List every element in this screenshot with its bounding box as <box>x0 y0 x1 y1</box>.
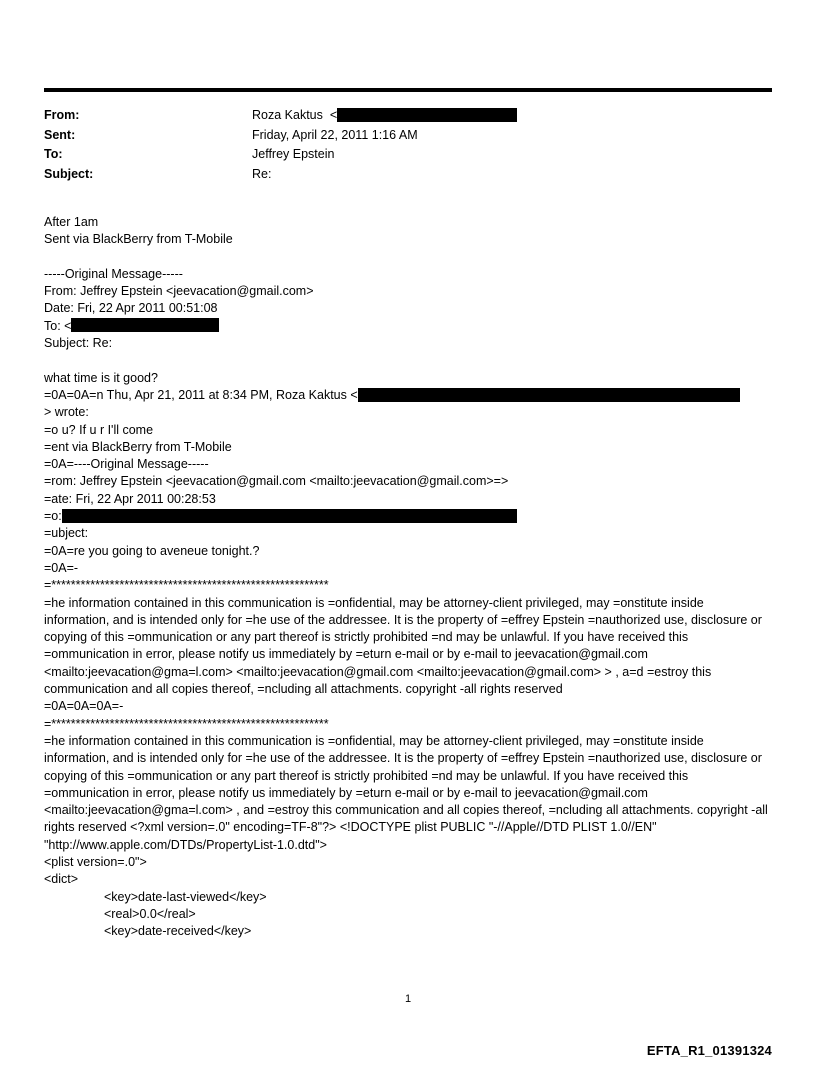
body-line <box>44 214 772 231</box>
body-line <box>44 733 772 854</box>
redaction-bar <box>358 388 740 402</box>
body-line-text: =he information contained in this communication is =onfidential, may be attorney-client privileged, may =onstitute inside information, and is intended only for =he use of the addressee. It is the property of =effrey Epstein =nauthorized use, disclosure or copying of this =ommunication or any part thereof is strictly prohibited =nd may be unlawful. If you have received this =ommunication in error, please notify us immediately by =eturn e-mail or by e-mail to jeevacation@gmail.com <mailto:jeevacation@gma=l.com> <mailto:jeevacation@gmail.com <mailto:jeevacation@gmail.com> > , a=d =estroy this communication and all copies thereof, =ncluding all attachments. copyright -all rights reserved <box>44 595 762 697</box>
body-line-text: what time is it good? <box>44 370 158 385</box>
body-line <box>44 300 772 317</box>
body-line <box>44 404 772 421</box>
body-line-text: =0A=- <box>44 560 79 575</box>
body-line <box>44 508 772 525</box>
body-line <box>44 577 772 594</box>
body-line-text: =o u? If u r I'll come <box>44 422 154 437</box>
body-line-text: <dict> <box>44 872 79 887</box>
redaction-bar-from <box>337 108 517 122</box>
header-label-subject: Subject: <box>44 166 94 181</box>
body-line <box>44 906 772 923</box>
body-line-text: =0A=0A=n Thu, Apr 21, 2011 at 8:34 PM, Roza Kaktus < <box>44 387 358 402</box>
body-line-text: =rom: Jeffrey Epstein <jeevacation@gmail.com <mailto:jeevacation@gmail.com>=> <box>44 474 509 489</box>
body-line-text: After 1am <box>44 215 99 229</box>
body-line-text: =********************************************************* <box>44 578 329 593</box>
body-line-text: <plist version=.0"> <box>44 854 147 869</box>
redaction-bar <box>71 318 219 332</box>
body-line <box>44 560 772 577</box>
body-line <box>44 422 772 439</box>
body-line-text: From: Jeffrey Epstein <jeevacation@gmail.com> <box>44 284 314 299</box>
header-value-to: Jeffrey Epstein <box>252 147 335 161</box>
body-line-text: -----Original Message----- <box>44 266 183 281</box>
page-number: 1 <box>404 993 412 1005</box>
body-line-text: =0A=re you going to aveneue tonight.? <box>44 543 260 558</box>
body-line-text: <key>date-received</key> <box>104 924 252 939</box>
header-value-sent: Friday, April 22, 2011 1:16 AM <box>252 127 418 142</box>
header-label-sent: Sent: <box>44 127 76 142</box>
body-line-text: =********************************************************* <box>44 716 329 731</box>
body-line <box>44 923 772 940</box>
body-line <box>44 473 772 490</box>
bates-number: EFTA_R1_01391324 <box>646 1043 772 1058</box>
body-line-text: Sent via BlackBerry from T-Mobile <box>44 232 233 247</box>
header-from-text: Roza Kaktus < <box>252 108 338 122</box>
body-line-text: > wrote: <box>44 405 89 420</box>
body-line-text: <real>0.0</real> <box>104 906 196 921</box>
email-body <box>44 214 772 940</box>
body-line <box>44 249 772 266</box>
body-line <box>44 335 772 352</box>
body-line <box>44 370 772 387</box>
body-line-text: Date: Fri, 22 Apr 2011 00:51:08 <box>44 301 218 316</box>
body-line <box>44 698 772 715</box>
header-rule <box>44 88 772 92</box>
body-line-text: =o: <box>44 509 62 524</box>
header-value-from <box>252 106 772 126</box>
body-line-text: =ate: Fri, 22 Apr 2011 00:28:53 <box>44 491 216 506</box>
header-label-to: To: <box>44 147 63 161</box>
body-line <box>44 889 772 906</box>
body-line-text: =ubject: <box>44 526 89 541</box>
header-row-from <box>44 106 772 126</box>
body-line-text: To: < <box>44 318 72 333</box>
body-line-text: =he information contained in this communication is =onfidential, may be attorney-client privileged, may =onstitute inside information, and is intended only for =he use of the addressee. It is the property of =effrey Epstein =nauthorized use, disclosure or copying of this =ommunication or any part thereof is strictly prohibited =nd may be unlawful. If you have received this =ommunication in error, please notify us immediately by =eturn e-mail or by e-mail to jeevacation@gmail.com <mailto:jeevacation@gma=l.com> , and =estroy this communication and all copies thereof, =ncluding all attachments. copyright -all rights reserved <?xml version=.0" encoding=TF-8"?> <!DOCTYPE plist PUBLIC "-//Apple//DTD PLIST 1.0//EN" "http://www.apple.com/DTDs/PropertyList-1.0.dtd"> <box>44 733 768 852</box>
body-line <box>44 854 772 871</box>
body-line <box>44 352 772 369</box>
body-line-text: =ent via BlackBerry from T-Mobile <box>44 439 232 454</box>
body-line <box>44 871 772 888</box>
header-row-sent <box>44 126 772 146</box>
body-line <box>44 318 772 335</box>
body-line <box>44 595 772 699</box>
header-label-from: From: <box>44 108 80 122</box>
body-line <box>44 266 772 283</box>
redaction-bar <box>62 509 517 523</box>
body-line <box>44 491 772 508</box>
body-line <box>44 283 772 300</box>
header-row-subject <box>44 165 772 185</box>
header-value-subject: Re: <box>252 166 272 181</box>
body-line <box>44 387 772 404</box>
body-line-text: Subject: Re: <box>44 336 113 351</box>
body-line <box>44 716 772 733</box>
email-header <box>44 106 772 184</box>
body-line <box>44 543 772 560</box>
body-line <box>44 456 772 473</box>
body-line <box>44 439 772 456</box>
body-line-text: =0A=----Original Message----- <box>44 457 209 472</box>
body-line-text: =0A=0A=0A=- <box>44 699 124 714</box>
body-line-text: <key>date-last-viewed</key> <box>104 889 267 904</box>
header-row-to <box>44 145 772 165</box>
body-line <box>44 231 772 248</box>
body-line <box>44 525 772 542</box>
